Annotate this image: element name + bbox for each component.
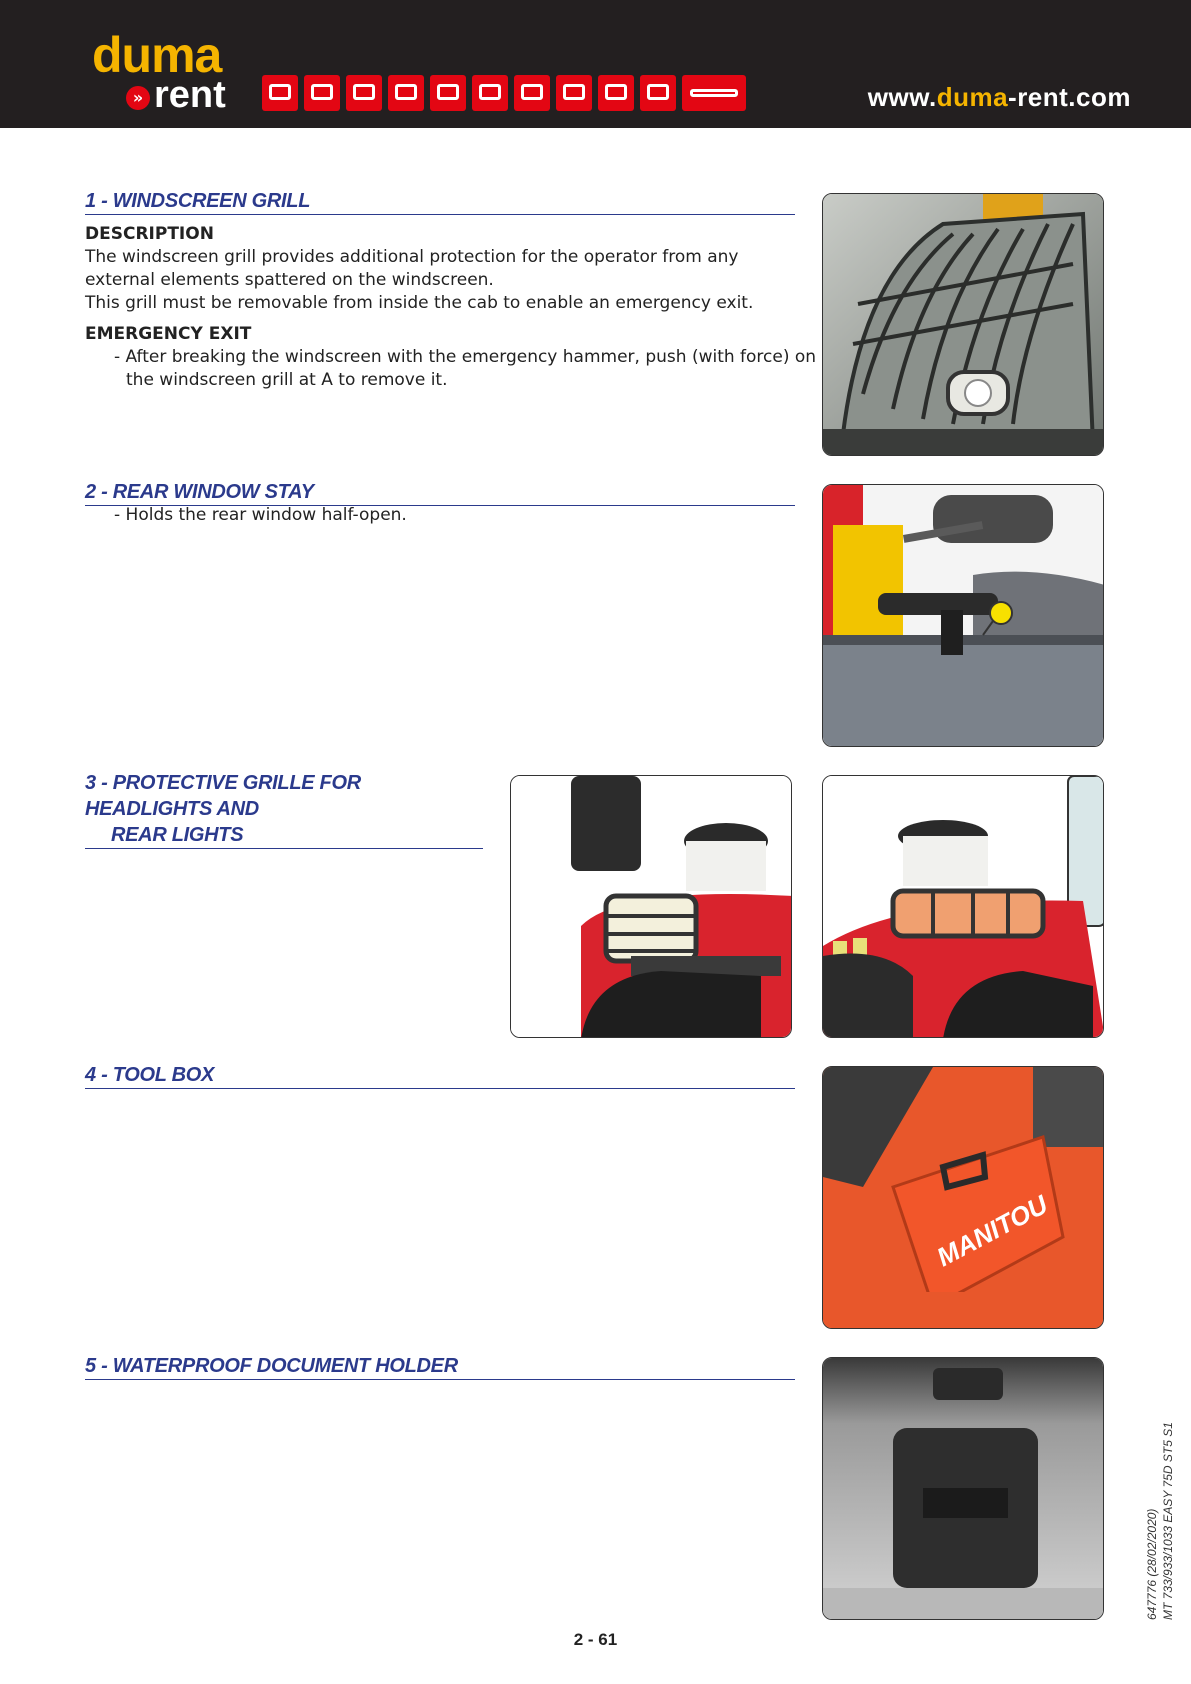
url-accent: duma xyxy=(936,82,1009,112)
section-1-title: 1 - WINDSCREEN GRILL xyxy=(85,188,795,215)
telehandler-icon xyxy=(514,75,550,111)
truck-platform-icon xyxy=(682,75,746,111)
description-heading: DESCRIPTION xyxy=(85,224,214,244)
rear-light-grille-illustration xyxy=(823,776,1104,1038)
headlight-grille-photo xyxy=(510,775,792,1038)
tool-box-illustration xyxy=(823,1067,1104,1329)
machine-icons-strip xyxy=(262,75,746,111)
rear-window-stay-instruction: - Holds the rear window half-open. xyxy=(114,505,407,525)
mini-excavator-icon xyxy=(388,75,424,111)
description-line-2: This grill must be removable from inside the cab to enable an emergency exit. xyxy=(85,293,754,313)
description-line-1: The windscreen grill provides additional protection for the operator from any external elements spattered on the windscreen. xyxy=(85,247,739,290)
section-3-title-line-2: REAR LIGHTS xyxy=(111,824,244,846)
svg-text:MANITOU: MANITOU xyxy=(931,1189,1053,1273)
logo-duma: duma xyxy=(92,27,222,83)
logo-rent: rent xyxy=(154,74,226,116)
excavator-icon xyxy=(556,75,592,111)
document-reference-line-2: MT 733/933/1033 EASY 75D ST5 S1 xyxy=(1161,1422,1175,1620)
boom-lift-icon xyxy=(598,75,634,111)
wheel-loader-icon xyxy=(472,75,508,111)
document-holder-photo xyxy=(822,1357,1104,1620)
windscreen-grill-photo xyxy=(822,193,1104,456)
tool-box-photo xyxy=(822,1066,1104,1329)
skid-loader-icon xyxy=(262,75,298,111)
document-reference xyxy=(1144,1422,1176,1620)
scissor-lift-icon xyxy=(346,75,382,111)
forklift-icon xyxy=(304,75,340,111)
logo-arrows-icon: » xyxy=(126,86,150,110)
windscreen-grill-illustration xyxy=(823,194,1104,456)
document-reference-line-1: 647776 (28/02/2020) xyxy=(1145,1508,1159,1620)
emergency-exit-heading: EMERGENCY EXIT xyxy=(85,324,252,344)
rear-window-stay-photo xyxy=(822,484,1104,747)
url-prefix: www. xyxy=(867,82,937,112)
emergency-exit-instruction: - After breaking the windscreen with the emergency hammer, push (with force) on the windscreen grill at A to remove it. xyxy=(114,347,817,390)
page-header xyxy=(0,0,1191,128)
document-holder-illustration xyxy=(823,1358,1104,1620)
rear-window-stay-illustration xyxy=(823,485,1104,747)
section-3-title xyxy=(85,770,483,849)
section-5-title: 5 - WATERPROOF DOCUMENT HOLDER xyxy=(85,1353,795,1380)
backhoe-loader-icon xyxy=(430,75,466,111)
rear-light-grille-photo xyxy=(822,775,1104,1038)
page-number: 2 - 61 xyxy=(573,1630,618,1649)
headlight-grille-illustration xyxy=(511,776,792,1038)
section-3-title-line-1: 3 - PROTECTIVE GRILLE FOR HEADLIGHTS AND xyxy=(85,772,361,820)
url-suffix: -rent.com xyxy=(1008,82,1131,112)
section-2-title: 2 - REAR WINDOW STAY xyxy=(85,479,795,506)
website-url[interactable] xyxy=(868,82,1131,113)
articulated-lift-icon xyxy=(640,75,676,111)
section-4-title: 4 - TOOL BOX xyxy=(85,1062,795,1089)
